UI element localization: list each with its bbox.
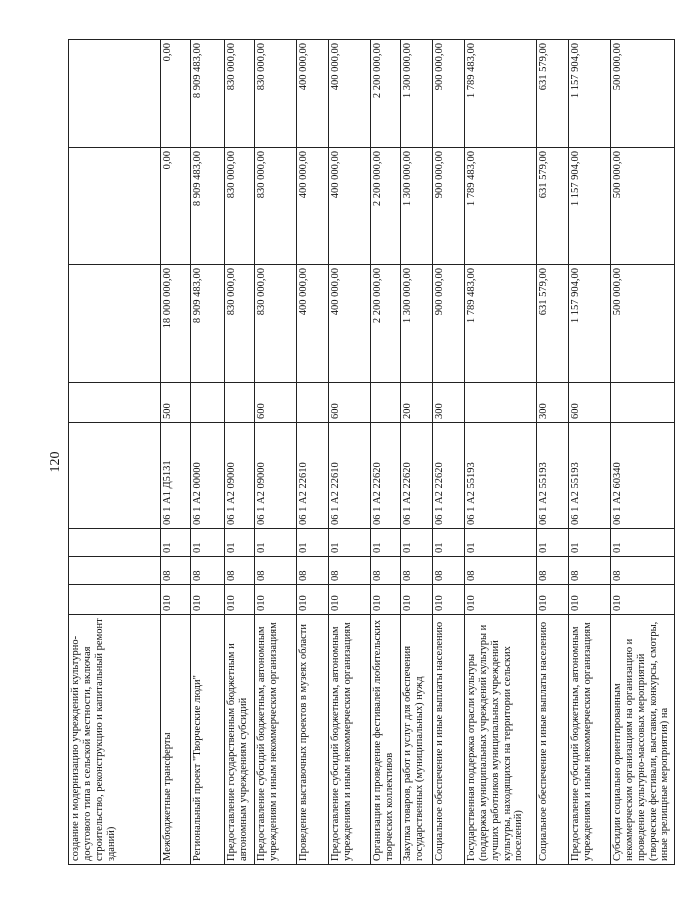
row-code-expense-type xyxy=(69,383,161,423)
row-code-section: 08 xyxy=(611,557,675,585)
row-value-year-1: 8 909 483,00 xyxy=(191,265,225,383)
row-value-year-1: 400 000,00 xyxy=(329,265,371,383)
row-code-admin: 010 xyxy=(433,585,465,615)
row-code-expense-type: 200 xyxy=(401,383,433,423)
row-name: Субсидии социально ориентированным некоммерческим организациям на организацию и проведение культурно-массовых мероприятий (творческие фестивали, выставки, конкурсы, смотры, иные зрелищные мероприятия) на xyxy=(611,615,675,865)
row-value-year-1: 500 000,00 xyxy=(611,265,675,383)
row-value-year-2: 0,00 xyxy=(161,148,191,265)
row-value-year-2: 1 157 904,00 xyxy=(569,148,611,265)
row-code-section xyxy=(69,557,161,585)
row-value-year-3: 830 000,00 xyxy=(255,40,297,148)
row-value-year-1: 900 000,00 xyxy=(433,265,465,383)
budget-table-body xyxy=(69,40,675,865)
row-code-subsection xyxy=(69,529,161,557)
row-value-year-3: 1 789 483,00 xyxy=(465,40,537,148)
row-value-year-1: 400 000,00 xyxy=(297,265,329,383)
row-code-target xyxy=(69,423,161,529)
rotated-table-container xyxy=(68,40,671,865)
row-code-admin: 010 xyxy=(569,585,611,615)
table-row xyxy=(465,40,537,865)
row-value-year-2: 500 000,00 xyxy=(611,148,675,265)
row-code-target: 06 1 А2 09000 xyxy=(225,423,255,529)
row-code-admin: 010 xyxy=(297,585,329,615)
row-code-expense-type: 600 xyxy=(569,383,611,423)
table-row xyxy=(255,40,297,865)
row-name: Предоставление государственным бюджетным и автономным учреждениям субсидий xyxy=(225,615,255,865)
row-code-subsection: 01 xyxy=(297,529,329,557)
row-value-year-2: 631 579,00 xyxy=(537,148,569,265)
row-value-year-3: 400 000,00 xyxy=(329,40,371,148)
row-code-target: 06 1 А2 00000 xyxy=(191,423,225,529)
rotated-table-wrapper xyxy=(68,40,671,865)
table-row xyxy=(191,40,225,865)
row-code-admin: 010 xyxy=(371,585,401,615)
row-value-year-2: 1 300 000,00 xyxy=(401,148,433,265)
row-value-year-1 xyxy=(69,265,161,383)
table-row xyxy=(537,40,569,865)
row-code-target: 06 1 А2 09000 xyxy=(255,423,297,529)
row-code-expense-type: 600 xyxy=(329,383,371,423)
row-value-year-2 xyxy=(69,148,161,265)
budget-table xyxy=(68,39,675,865)
row-value-year-1: 18 000 000,00 xyxy=(161,265,191,383)
row-value-year-2: 400 000,00 xyxy=(297,148,329,265)
row-name: Региональный проект "Творческие люди" xyxy=(191,615,225,865)
row-code-admin: 010 xyxy=(329,585,371,615)
row-code-expense-type xyxy=(611,383,675,423)
row-code-expense-type xyxy=(225,383,255,423)
row-name: Предоставление субсидий бюджетным, автономным учреждениям и иным некоммерческим организациям xyxy=(255,615,297,865)
table-row xyxy=(433,40,465,865)
row-value-year-3: 500 000,00 xyxy=(611,40,675,148)
row-value-year-2: 8 909 483,00 xyxy=(191,148,225,265)
row-code-subsection: 01 xyxy=(225,529,255,557)
row-value-year-3: 1 157 904,00 xyxy=(569,40,611,148)
row-code-admin: 010 xyxy=(225,585,255,615)
row-name: создание и модернизацию учреждений культурно-досугового типа в сельской местности, включая строительство, реконструкцию и капитальный ремонт зданий) xyxy=(69,615,161,865)
row-value-year-1: 830 000,00 xyxy=(225,265,255,383)
row-code-subsection: 01 xyxy=(255,529,297,557)
row-code-target: 06 1 А2 22620 xyxy=(433,423,465,529)
row-code-section: 08 xyxy=(537,557,569,585)
row-code-section: 08 xyxy=(433,557,465,585)
row-code-subsection: 01 xyxy=(371,529,401,557)
page-number: 120 xyxy=(48,451,63,473)
table-row xyxy=(611,40,675,865)
row-value-year-3: 2 200 000,00 xyxy=(371,40,401,148)
row-code-section: 08 xyxy=(161,557,191,585)
row-code-target: 06 1 А2 55193 xyxy=(569,423,611,529)
row-code-admin: 010 xyxy=(611,585,675,615)
table-row xyxy=(329,40,371,865)
row-name: Социальное обеспечение и иные выплаты населению xyxy=(433,615,465,865)
row-code-target: 06 1 А2 22620 xyxy=(371,423,401,529)
row-value-year-2: 2 200 000,00 xyxy=(371,148,401,265)
row-code-section: 08 xyxy=(191,557,225,585)
row-code-section: 08 xyxy=(329,557,371,585)
row-code-subsection: 01 xyxy=(611,529,675,557)
row-value-year-1: 2 200 000,00 xyxy=(371,265,401,383)
row-code-target: 06 1 А2 60340 xyxy=(611,423,675,529)
row-value-year-3: 8 909 483,00 xyxy=(191,40,225,148)
row-code-target: 06 1 А2 22610 xyxy=(329,423,371,529)
row-value-year-3: 631 579,00 xyxy=(537,40,569,148)
row-name: Межбюджетные трансферты xyxy=(161,615,191,865)
row-name: Проведение выставочных проектов в музеях области xyxy=(297,615,329,865)
row-code-admin: 010 xyxy=(465,585,537,615)
row-code-subsection: 01 xyxy=(537,529,569,557)
row-code-expense-type: 300 xyxy=(433,383,465,423)
row-value-year-3: 830 000,00 xyxy=(225,40,255,148)
row-value-year-2: 900 000,00 xyxy=(433,148,465,265)
row-code-admin xyxy=(69,585,161,615)
row-value-year-3: 1 300 000,00 xyxy=(401,40,433,148)
row-value-year-1: 1 300 000,00 xyxy=(401,265,433,383)
row-value-year-2: 830 000,00 xyxy=(225,148,255,265)
row-value-year-1: 1 789 483,00 xyxy=(465,265,537,383)
row-name: Предоставление субсидий бюджетным, автономным учреждениям и иным некоммерческим организациям xyxy=(569,615,611,865)
row-code-expense-type xyxy=(465,383,537,423)
row-code-section: 08 xyxy=(465,557,537,585)
row-value-year-1: 1 157 904,00 xyxy=(569,265,611,383)
row-code-section: 08 xyxy=(225,557,255,585)
row-code-subsection: 01 xyxy=(191,529,225,557)
row-name: Предоставление субсидий бюджетным, автономным учреждениям и иным некоммерческим организациям xyxy=(329,615,371,865)
row-code-expense-type: 300 xyxy=(537,383,569,423)
table-row xyxy=(297,40,329,865)
row-code-subsection: 01 xyxy=(569,529,611,557)
row-code-subsection: 01 xyxy=(465,529,537,557)
row-name: Социальное обеспечение и иные выплаты населению xyxy=(537,615,569,865)
row-value-year-3: 0,00 xyxy=(161,40,191,148)
row-code-admin: 010 xyxy=(161,585,191,615)
row-code-section: 08 xyxy=(255,557,297,585)
row-code-subsection: 01 xyxy=(433,529,465,557)
row-code-expense-type xyxy=(371,383,401,423)
row-code-admin: 010 xyxy=(401,585,433,615)
row-code-target: 06 1 А2 55193 xyxy=(537,423,569,529)
table-row xyxy=(569,40,611,865)
row-code-admin: 010 xyxy=(537,585,569,615)
row-value-year-1: 631 579,00 xyxy=(537,265,569,383)
table-row xyxy=(161,40,191,865)
row-code-section: 08 xyxy=(297,557,329,585)
table-row xyxy=(69,40,161,865)
row-value-year-2: 830 000,00 xyxy=(255,148,297,265)
row-code-target: 06 1 А2 55193 xyxy=(465,423,537,529)
row-code-admin: 010 xyxy=(255,585,297,615)
row-code-subsection: 01 xyxy=(161,529,191,557)
row-code-expense-type: 600 xyxy=(255,383,297,423)
row-name: Государственная поддержка отрасли культуры (поддержка муниципальных учреждений культуры и лучших работников муниципальных учреждений культуры, находящихся на территории сельских поселений) xyxy=(465,615,537,865)
row-code-expense-type: 500 xyxy=(161,383,191,423)
row-value-year-1: 830 000,00 xyxy=(255,265,297,383)
row-code-expense-type xyxy=(191,383,225,423)
row-code-section: 08 xyxy=(371,557,401,585)
row-name: Организация и проведение фестивалей любительских творческих коллективов xyxy=(371,615,401,865)
row-value-year-3 xyxy=(69,40,161,148)
row-value-year-3: 400 000,00 xyxy=(297,40,329,148)
table-row xyxy=(225,40,255,865)
row-code-target: 06 1 А2 22610 xyxy=(297,423,329,529)
row-name: Закупка товаров, работ и услуг для обеспечения государственных (муниципальных) нужд xyxy=(401,615,433,865)
row-code-section: 08 xyxy=(569,557,611,585)
row-value-year-2: 1 789 483,00 xyxy=(465,148,537,265)
row-code-subsection: 01 xyxy=(329,529,371,557)
row-code-admin: 010 xyxy=(191,585,225,615)
row-code-expense-type xyxy=(297,383,329,423)
table-row xyxy=(401,40,433,865)
row-code-target: 06 1 А1 Д5131 xyxy=(161,423,191,529)
row-value-year-3: 900 000,00 xyxy=(433,40,465,148)
row-code-target: 06 1 А2 22620 xyxy=(401,423,433,529)
table-row xyxy=(371,40,401,865)
row-value-year-2: 400 000,00 xyxy=(329,148,371,265)
row-code-subsection: 01 xyxy=(401,529,433,557)
row-code-section: 08 xyxy=(401,557,433,585)
